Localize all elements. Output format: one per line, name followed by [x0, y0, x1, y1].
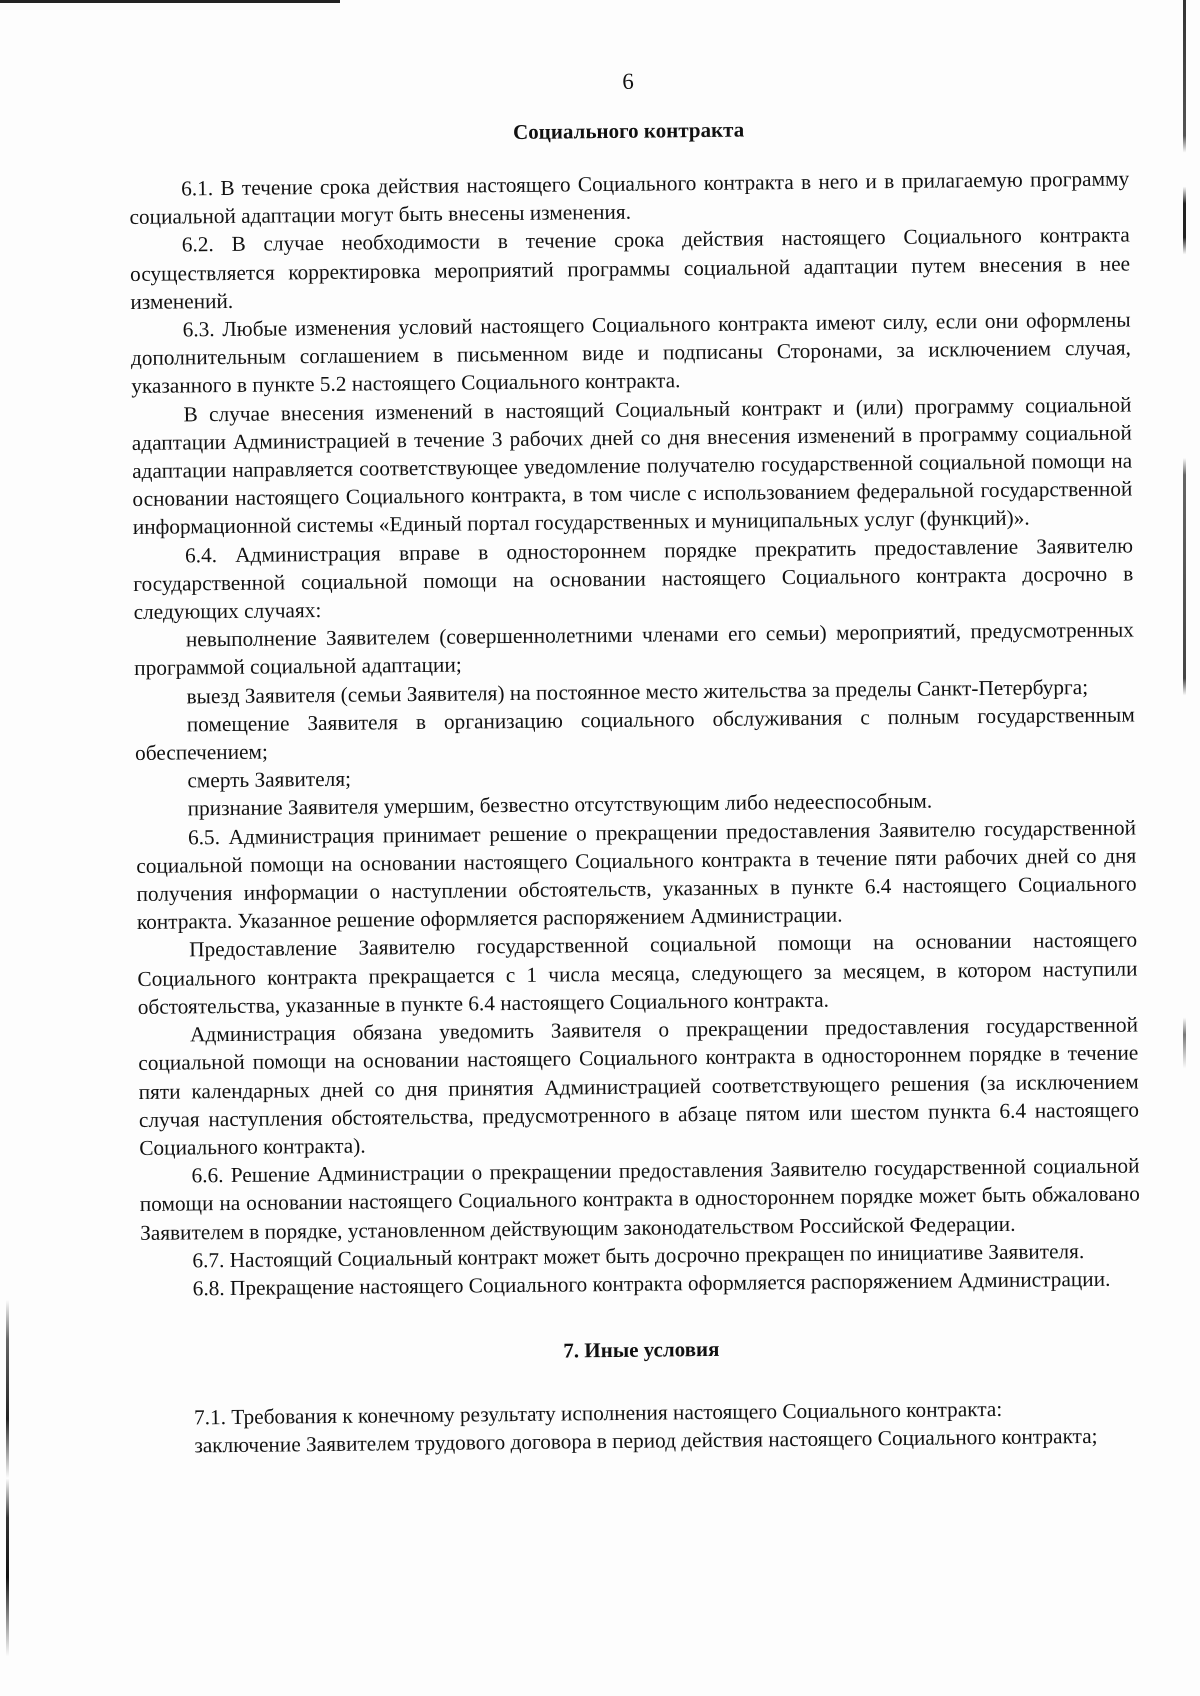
paragraph-6-2: 6.2. В случае необходимости в течение срока действия настоящего Социального контракта осуществляется корректировка мероприятий программы социальной адаптации путем внесения в нее изменений.: [129, 222, 1131, 314]
paragraph-6-4-case-3: помещение Заявителя в организацию социального обслуживания с полным государственным обеспечением;: [134, 702, 1135, 766]
section-7-heading: 7. Иные условия: [563, 1337, 720, 1363]
document-body: [128, 64, 1142, 1461]
page-number: 6: [622, 68, 634, 94]
paragraph-6-3: 6.3. Любые изменения условий настоящего Социального контракта имеют силу, если они оформлены дополнительным соглашением в письменном виде и подписаны Сторонами, за исключением случая, указанного в пункте 5.2 настоящего Социального контракта.: [130, 307, 1132, 399]
scan-artifact-left-edge: [6, 1300, 9, 1696]
paragraph-6-6: 6.6. Решение Администрации о прекращении предоставления Заявителю государственной социальной помощи на основании настоящего Социального контракта в одностороннем порядке может быть обжаловано Заявителем в порядке, установленном действующим законодательством Российской Федерации.: [139, 1153, 1140, 1245]
paragraph-7-1: 7.1. Требования к конечному результату исполнения настоящего Социального контракта:: [193, 1397, 1003, 1430]
paragraph-7-1-item-1: заключение Заявителем трудового договора в период действия настоящего Социального контракта;: [194, 1424, 1098, 1458]
paragraph-6-8: 6.8. Прекращение настоящего Социального контракта оформляется распоряжением Администрации.: [192, 1266, 1111, 1301]
paragraph-6-4: 6.4. Администрация вправе в одностороннем порядке прекратить предоставление Заявителю государственной социальной помощи на основании настоящего Социального контракта досрочно в следующих случаях:: [133, 533, 1134, 625]
paragraph-6-1: 6.1. В течение срока действия настоящего Социального контракта в него и в прилагаемую программу социальной адаптации могут быть внесены изменения.: [129, 166, 1130, 230]
paragraph-6-4-case-2: выезд Заявителя (семьи Заявителя) на постоянное место жительства за пределы Санкт-Петербурга;: [186, 674, 1089, 709]
paragraph-6-5: 6.5. Администрация принимает решение о прекращении предоставления Заявителю государственной социальной помощи на основании настоящего Социального контракта в течение пяти рабочих дней со дня получения информации о наступлении обстоятельств, указанных в пункте 6.4 настоящего Социального контракта. Указанное решение оформляется распоряжением Администрации.: [136, 815, 1137, 935]
paragraph-6-5-notification: Администрация обязана уведомить Заявителя о прекращении предоставления государственной социальной помощи на основании настоящего Социального контракта в одностороннем порядке в течение пяти календарных дней со дня принятия Администрацией соответствующего решения (за исключением случая наступления обстоятельства, предусмотренного в абзаце пятом или шестом пункта 6.4 настоящего Социального контракта).: [138, 1012, 1140, 1160]
paragraph-6-3-notice: В случае внесения изменений в настоящий Социальный контракт и (или) программу социальной адаптации Администрацией в течение 3 рабочих дней со дня внесения изменений в программу социальной адаптации направляется соответствующее уведомление получателю государственной социальной помощи на основании настоящего Социального контракта, в том числе с использованием федеральной государственной информационной системы «Единый портал государственных и муниципальных услуг (функций)».: [131, 392, 1133, 540]
scan-artifact-right-edge: [1183, 0, 1186, 1696]
paragraph-6-4-case-5: признание Заявителя умершим, безвестно отсутствующим либо недееспособным.: [187, 789, 933, 821]
paragraph-6-4-case-1: невыполнение Заявителем (совершеннолетними членами его семьи) мероприятий, предусмотренных программой социальной адаптации;: [134, 617, 1135, 681]
paragraph-6-5-termination: Предоставление Заявителю государственной социальной помощи на основании настоящего Социального контракта прекращается с 1 числа месяца, следующего за месяцем, в котором наступили обстоятельства, указанные в пункте 6.4 настоящего Социального контракта.: [137, 927, 1138, 1019]
paragraph-6-4-case-4: смерть Заявителя;: [187, 766, 352, 793]
section-6-heading: Социального контракта: [512, 117, 745, 144]
paragraph-6-7: 6.7. Настоящий Социальный контракт может быть досрочно прекращен по инициативе Заявителя.: [192, 1238, 1085, 1273]
scan-artifact-top: [0, 0, 340, 3]
